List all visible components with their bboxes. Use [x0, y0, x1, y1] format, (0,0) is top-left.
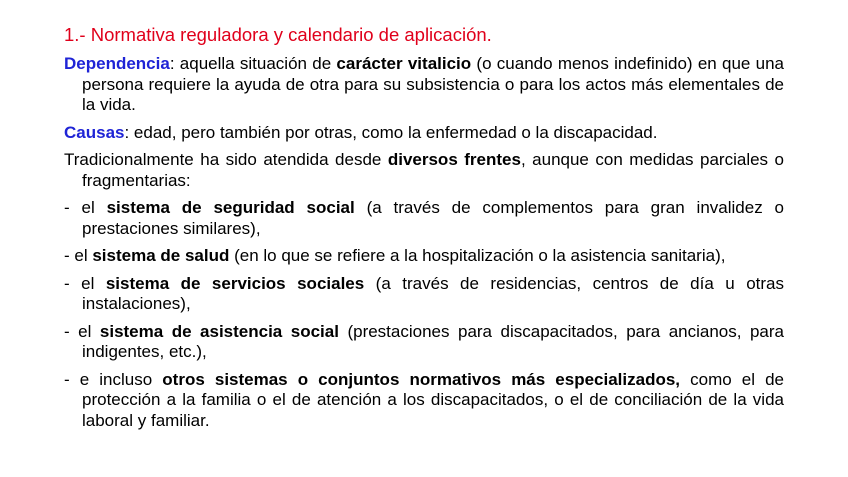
list-item-keyword: sistema de servicios sociales [105, 273, 365, 293]
list-item [64, 322, 784, 363]
keyword-caracter-vitalicio: carácter vitalicio [336, 54, 472, 73]
list-item-text: (prestaciones para discapacitados, para ancianos, para indigentes, etc.), [82, 321, 784, 361]
slide-title: 1.- Normativa reguladora y calendario de aplicación. [64, 24, 492, 45]
list-item-keyword: sistema de asistencia social [99, 321, 339, 341]
term-dependencia: Dependencia [64, 54, 170, 73]
causas-text: : edad, pero también por otras, como la enfermedad o la discapacidad. [124, 122, 658, 142]
list-item [64, 246, 784, 267]
list-item-prefix: - e incluso [64, 369, 163, 389]
intro-paragraph [64, 150, 784, 191]
list-item-text: como el de protección a la familia o el de atención a los discapacitados, o el de conciliación de la vida laboral y familiar. [82, 369, 784, 430]
keyword-diversos-frentes: diversos frentes [387, 150, 521, 169]
intro-text-2: , aunque con medidas parciales o fragmentarias: [82, 150, 784, 190]
list-item-text: (en lo que se refiere a la hospitalización o la asistencia sanitaria), [229, 246, 726, 265]
definition-text-2: (o cuando menos indefinido) en que una persona requiere la ayuda de otra para su subsistencia o para los actos más elementales de la vida. [82, 54, 784, 114]
list-item-prefix: - el [64, 321, 100, 341]
term-causas: Causas [64, 122, 125, 142]
definition-causas [64, 123, 784, 144]
list-item-keyword: otros sistemas o conjuntos normativos más especializados, [162, 369, 681, 389]
definition-dependencia [64, 54, 784, 116]
list-item-prefix: - el [64, 198, 107, 217]
definition-text-1: : aquella situación de [169, 54, 337, 73]
list-item-prefix: - el [64, 246, 93, 265]
list-item [64, 274, 784, 315]
list-item-prefix: - el [64, 273, 106, 293]
list-item-text: (a través de residencias, centros de día u otras instalaciones), [82, 273, 784, 313]
list-item-keyword: sistema de seguridad social [106, 198, 355, 217]
list-item-text: (a través de complementos para gran invalidez o prestaciones similares), [82, 198, 784, 238]
list-item-keyword: sistema de salud [92, 246, 230, 265]
list-item [64, 198, 784, 239]
list-item [64, 370, 784, 432]
slide-content [64, 24, 784, 438]
intro-text-1: Tradicionalmente ha sido atendida desde [64, 150, 388, 169]
